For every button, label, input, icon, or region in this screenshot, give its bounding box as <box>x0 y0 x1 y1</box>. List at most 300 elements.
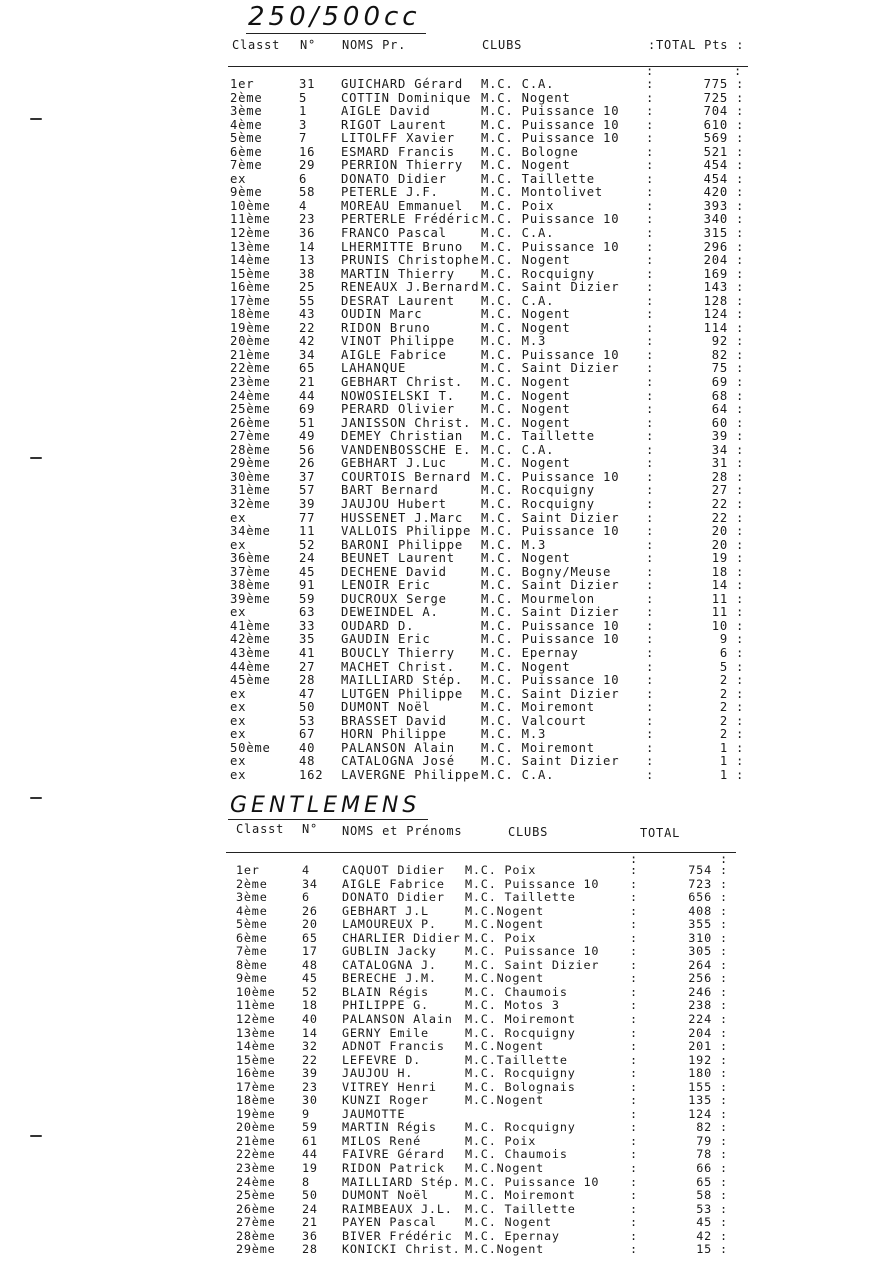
section2-blank-colon: : <box>630 852 638 866</box>
club-cell: M.C. Nogent <box>465 1215 552 1230</box>
bib-number-cell: 7 <box>299 131 308 146</box>
result-row <box>0 1067 896 1081</box>
result-row <box>0 1148 896 1162</box>
result-row <box>0 1203 896 1217</box>
club-cell: M.C. Moiremont <box>465 1188 576 1203</box>
result-row <box>0 1135 896 1149</box>
rider-name-cell: GERNY Emile <box>342 1025 429 1040</box>
rider-name-cell: JAUJOU H. <box>342 1066 414 1081</box>
column-separator: : <box>646 158 655 173</box>
result-row <box>0 742 896 756</box>
bib-number-cell: 58 <box>299 185 316 200</box>
column-separator: : <box>720 863 728 877</box>
points-cell: 82 <box>711 347 728 362</box>
bib-number-cell: 55 <box>299 293 316 308</box>
rider-name-cell: BARONI Philippe <box>341 537 464 552</box>
column-separator: : <box>736 226 745 241</box>
column-separator: : <box>736 415 745 430</box>
club-cell: M.C. Valcourt <box>481 713 587 728</box>
bib-number-cell: 45 <box>299 564 316 579</box>
club-cell: M.C. Taillette <box>465 1201 576 1216</box>
rider-name-cell: LAMOUREUX P. <box>342 917 437 932</box>
column-separator: : <box>646 510 655 525</box>
column-separator: : <box>646 280 655 295</box>
club-cell: M.C. Puissance 10 <box>481 104 620 119</box>
rider-name-cell: MAILLIARD Stép. <box>341 673 464 688</box>
club-cell: M.C. C.A. <box>481 77 555 91</box>
bib-number-cell: 56 <box>299 442 316 457</box>
result-row <box>0 1243 896 1257</box>
column-separator: : <box>736 469 745 484</box>
points-cell: 58 <box>696 1188 712 1203</box>
points-cell: 10 <box>711 618 728 633</box>
result-row <box>0 864 896 878</box>
result-row <box>0 186 896 200</box>
rider-name-cell: PALANSON Alain <box>341 740 455 755</box>
rider-name-cell: JAUMOTTE <box>342 1106 406 1121</box>
column-separator: : <box>646 402 655 417</box>
section2-header-total: TOTAL <box>640 826 681 840</box>
column-separator: : <box>720 1242 728 1257</box>
column-separator: : <box>736 456 745 471</box>
points-cell: 2 <box>719 673 728 688</box>
rider-name-cell: MARTIN Thierry <box>341 266 455 281</box>
result-row <box>0 715 896 729</box>
column-separator: : <box>736 632 745 647</box>
rider-name-cell: RAIMBEAUX J.L. <box>342 1201 453 1216</box>
rider-name-cell: DEWEINDEL A. <box>341 605 439 620</box>
column-separator: : <box>630 903 638 918</box>
bib-number-cell: 52 <box>299 537 316 552</box>
club-cell: M.C.Nogent <box>465 1161 545 1176</box>
bib-number-cell: 42 <box>299 334 316 349</box>
club-cell: M.C. Moiremont <box>481 740 595 755</box>
result-row <box>0 552 896 566</box>
rank-cell: 28ème <box>236 1228 276 1243</box>
column-separator: : <box>646 713 655 728</box>
column-separator: : <box>736 131 745 146</box>
club-cell: M.C. Nogent <box>481 307 571 322</box>
rider-name-cell: PERTERLE Frédéric <box>341 212 480 227</box>
rider-name-cell: MARTIN Régis <box>342 1120 437 1135</box>
club-cell: M.C. Puissance 10 <box>481 618 620 633</box>
bib-number-cell: 29 <box>299 158 316 173</box>
rider-name-cell: OUDIN Marc <box>341 307 423 322</box>
rank-cell: 36ème <box>230 551 271 566</box>
club-cell: M.C. Rocquigny <box>481 266 595 281</box>
club-cell: M.C. Taillette <box>465 890 576 905</box>
points-cell: 201 <box>688 1039 712 1054</box>
rider-name-cell: DONATO Didier <box>342 890 445 905</box>
club-cell: M.C. Poix <box>481 198 555 213</box>
points-cell: 2 <box>719 713 728 728</box>
points-cell: 704 <box>703 104 728 119</box>
column-separator: : <box>736 77 745 91</box>
column-separator: : <box>720 890 728 905</box>
club-cell: M.C.Nogent <box>465 1039 545 1054</box>
club-cell: M.C. Puissance 10 <box>481 632 620 647</box>
club-cell: M.C. Nogent <box>481 90 571 105</box>
club-cell: M.C. Nogent <box>481 456 571 471</box>
column-separator: : <box>630 1025 638 1040</box>
column-separator: : <box>646 632 655 647</box>
column-separator: : <box>646 578 655 593</box>
rider-name-cell: DUMONT Noël <box>342 1188 429 1203</box>
result-row <box>0 1094 896 1108</box>
points-cell: 19 <box>711 551 728 566</box>
rider-name-cell: CAQUOT Didier <box>342 863 445 877</box>
rider-name-cell: DEMEY Christian <box>341 429 464 444</box>
club-cell: M.C. Rocquigny <box>465 1025 576 1040</box>
bib-number-cell: 36 <box>302 1228 318 1243</box>
section2-header-rule <box>226 852 736 853</box>
bib-number-cell: 28 <box>302 1242 318 1257</box>
club-cell: M.C. Nogent <box>481 375 571 390</box>
column-separator: : <box>630 984 638 999</box>
rider-name-cell: GUICHARD Gérard <box>341 77 464 91</box>
column-separator: : <box>630 863 638 877</box>
points-cell: 192 <box>688 1052 712 1067</box>
column-separator: : <box>720 917 728 932</box>
section1-title-underline <box>246 33 426 34</box>
result-row <box>0 78 896 92</box>
column-separator: : <box>646 618 655 633</box>
rank-cell: 26ème <box>236 1201 276 1216</box>
result-row <box>0 1162 896 1176</box>
result-row <box>0 92 896 106</box>
bib-number-cell: 1 <box>299 104 308 119</box>
rank-cell: ex <box>230 537 247 552</box>
column-separator: : <box>646 253 655 268</box>
rider-name-cell: AIGLE Fabrice <box>342 876 445 891</box>
column-separator: : <box>736 510 745 525</box>
club-cell: M.C. M.3 <box>481 334 547 349</box>
club-cell: M.C. Saint Dizier <box>465 957 600 972</box>
section1-results-list <box>0 78 896 782</box>
section2-title: GENTLEMENS <box>230 793 421 818</box>
points-cell: 124 <box>688 1106 712 1121</box>
rider-name-cell: VALLOIS Philippe <box>341 524 472 539</box>
column-separator: : <box>630 998 638 1013</box>
club-cell: M.C. Epernay <box>465 1228 560 1243</box>
section1-blank-colon: : <box>734 64 742 78</box>
column-separator: : <box>720 984 728 999</box>
club-cell: M.C. Rocquigny <box>481 483 595 498</box>
rank-cell: 21ème <box>230 347 271 362</box>
rank-cell: 3ème <box>230 104 263 119</box>
bib-number-cell: 33 <box>299 618 316 633</box>
club-cell: M.C. C.A. <box>481 442 555 457</box>
column-separator: : <box>630 1039 638 1054</box>
bib-number-cell: 23 <box>302 1079 318 1094</box>
bib-number-cell: 6 <box>299 171 308 186</box>
rank-cell: 27ème <box>230 429 271 444</box>
rank-cell: 6ème <box>236 930 268 945</box>
column-separator: : <box>646 645 655 660</box>
rank-cell: 29ème <box>236 1242 276 1257</box>
rider-name-cell: OUDARD D. <box>341 618 415 633</box>
rider-name-cell: GUBLIN Jacky <box>342 944 437 959</box>
points-cell: 18 <box>711 564 728 579</box>
result-row <box>0 1216 896 1230</box>
points-cell: 5 <box>719 659 728 674</box>
column-separator: : <box>630 1133 638 1148</box>
column-separator: : <box>736 700 745 715</box>
column-separator: : <box>720 1093 728 1108</box>
result-row <box>0 1189 896 1203</box>
bib-number-cell: 67 <box>299 727 316 742</box>
bib-number-cell: 23 <box>299 212 316 227</box>
bib-number-cell: 28 <box>299 673 316 688</box>
points-cell: 60 <box>711 415 728 430</box>
bib-number-cell: 69 <box>299 402 316 417</box>
column-separator: : <box>646 361 655 376</box>
bib-number-cell: 50 <box>302 1188 318 1203</box>
club-cell: M.C. Motos 3 <box>465 998 560 1013</box>
section1-header-classt: Classt <box>232 38 281 52</box>
club-cell: M.C.Nogent <box>465 903 545 918</box>
points-cell: 143 <box>703 280 728 295</box>
points-cell: 723 <box>688 876 712 891</box>
club-cell: M.C. Puissance 10 <box>481 524 620 539</box>
column-separator: : <box>720 957 728 972</box>
column-separator: : <box>646 77 655 91</box>
column-separator: : <box>646 524 655 539</box>
column-separator: : <box>736 388 745 403</box>
column-separator: : <box>646 605 655 620</box>
bib-number-cell: 4 <box>299 198 308 213</box>
rank-cell: 14ème <box>230 253 271 268</box>
result-row <box>0 986 896 1000</box>
rank-cell: 9ème <box>236 971 268 986</box>
result-row <box>0 200 896 214</box>
result-row <box>0 1176 896 1190</box>
result-row <box>0 335 896 349</box>
column-separator: : <box>646 415 655 430</box>
column-separator: : <box>736 402 745 417</box>
result-row <box>0 241 896 255</box>
column-separator: : <box>646 144 655 159</box>
column-separator: : <box>736 713 745 728</box>
bib-number-cell: 162 <box>299 767 324 782</box>
bib-number-cell: 17 <box>302 944 318 959</box>
bib-number-cell: 4 <box>302 863 310 877</box>
bib-number-cell: 51 <box>299 415 316 430</box>
rank-cell: ex <box>230 754 247 769</box>
result-row <box>0 159 896 173</box>
rank-cell: 6ème <box>230 144 263 159</box>
rider-name-cell: MAILLIARD Stép. <box>342 1174 461 1189</box>
points-cell: 75 <box>711 361 728 376</box>
bib-number-cell: 18 <box>302 998 318 1013</box>
rider-name-cell: DESRAT Laurent <box>341 293 455 308</box>
points-cell: 1 <box>719 754 728 769</box>
club-cell: M.C. Nogent <box>481 659 571 674</box>
rank-cell: 7ème <box>230 158 263 173</box>
column-separator: : <box>736 185 745 200</box>
club-cell: M.C. M.3 <box>481 537 547 552</box>
column-separator: : <box>630 1188 638 1203</box>
rider-name-cell: PHILIPPE G. <box>342 998 429 1013</box>
punch-mark <box>30 797 42 799</box>
column-separator: : <box>720 944 728 959</box>
column-separator: : <box>630 1079 638 1094</box>
bib-number-cell: 36 <box>299 226 316 241</box>
club-cell: M.C. Saint Dizier <box>481 686 620 701</box>
rank-cell: 2ème <box>230 90 263 105</box>
bib-number-cell: 31 <box>299 77 316 91</box>
column-separator: : <box>736 767 745 782</box>
club-cell: M.C. Epernay <box>481 645 579 660</box>
result-row <box>0 362 896 376</box>
result-row <box>0 1040 896 1054</box>
result-row <box>0 390 896 404</box>
column-separator: : <box>720 971 728 986</box>
club-cell: M.C. Taillette <box>481 429 595 444</box>
result-row <box>0 484 896 498</box>
rider-name-cell: VITREY Henri <box>342 1079 437 1094</box>
points-cell: 610 <box>703 117 728 132</box>
column-separator: : <box>736 293 745 308</box>
bib-number-cell: 5 <box>299 90 308 105</box>
result-row <box>0 227 896 241</box>
rider-name-cell: PERRION Thierry <box>341 158 464 173</box>
column-separator: : <box>630 1242 638 1257</box>
column-separator: : <box>630 1120 638 1135</box>
rank-cell: ex <box>230 713 247 728</box>
rank-cell: ex <box>230 700 247 715</box>
rider-name-cell: JANISSON Christ. <box>341 415 472 430</box>
rider-name-cell: LAHANQUE <box>341 361 407 376</box>
column-separator: : <box>736 320 745 335</box>
rider-name-cell: PALANSON Alain <box>342 1012 453 1027</box>
result-row <box>0 417 896 431</box>
column-separator: : <box>736 564 745 579</box>
points-cell: 114 <box>703 320 728 335</box>
column-separator: : <box>736 375 745 390</box>
column-separator: : <box>736 618 745 633</box>
club-cell: M.C. Puissance 10 <box>465 1174 600 1189</box>
bib-number-cell: 24 <box>302 1201 318 1216</box>
result-row <box>0 471 896 485</box>
rider-name-cell: BIVER Frédéric <box>342 1228 453 1243</box>
club-cell: M.C. Saint Dizier <box>481 510 620 525</box>
column-separator: : <box>630 944 638 959</box>
points-cell: 521 <box>703 144 728 159</box>
bib-number-cell: 14 <box>299 239 316 254</box>
rank-cell: 5ème <box>230 131 263 146</box>
column-separator: : <box>646 293 655 308</box>
section1-blank-colon: : <box>646 64 654 78</box>
bib-number-cell: 13 <box>299 253 316 268</box>
column-separator: : <box>646 537 655 552</box>
rider-name-cell: AIGLE Fabrice <box>341 347 447 362</box>
rider-name-cell: RIGOT Laurent <box>341 117 447 132</box>
points-cell: 2 <box>719 686 728 701</box>
club-cell: M.C. Rocquigny <box>481 496 595 511</box>
rank-cell: 28ème <box>230 442 271 457</box>
column-separator: : <box>630 957 638 972</box>
section2-header-noms: NOMS et Prénoms <box>342 824 463 838</box>
club-cell: M.C. Puissance 10 <box>481 131 620 146</box>
club-cell: M.C. Puissance 10 <box>465 876 600 891</box>
rider-name-cell: DECHENE David <box>341 564 447 579</box>
rider-name-cell: VANDENBOSSCHE E. <box>341 442 472 457</box>
points-cell: 246 <box>688 984 712 999</box>
rider-name-cell: KONICKI Christ. <box>342 1242 461 1257</box>
column-separator: : <box>736 171 745 186</box>
column-separator: : <box>630 1161 638 1176</box>
column-separator: : <box>720 1228 728 1243</box>
rank-cell: 15ème <box>230 266 271 281</box>
points-cell: 64 <box>711 402 728 417</box>
rider-name-cell: GEBHART Christ. <box>341 375 464 390</box>
rider-name-cell: CATALOGNA J. <box>342 957 437 972</box>
points-cell: 775 <box>703 77 728 91</box>
rank-cell: ex <box>230 767 247 782</box>
result-row <box>0 322 896 336</box>
result-row <box>0 308 896 322</box>
result-row <box>0 132 896 146</box>
club-cell: M.C. Poix <box>465 863 537 877</box>
column-separator: : <box>646 469 655 484</box>
club-cell: M.C. Rocquigny <box>465 1066 576 1081</box>
rank-cell: 22ème <box>236 1147 276 1162</box>
rank-cell: 21ème <box>236 1133 276 1148</box>
bib-number-cell: 3 <box>299 117 308 132</box>
rank-cell: ex <box>230 605 247 620</box>
column-separator: : <box>736 740 745 755</box>
column-separator: : <box>720 1147 728 1162</box>
club-cell: M.C. Poix <box>465 930 537 945</box>
points-cell: 393 <box>703 198 728 213</box>
rider-name-cell: ESMARD Francis <box>341 144 455 159</box>
points-cell: 310 <box>688 930 712 945</box>
column-separator: : <box>646 90 655 105</box>
section2-header-classt: Classt <box>236 822 285 836</box>
column-separator: : <box>736 673 745 688</box>
column-separator: : <box>646 239 655 254</box>
rider-name-cell: GEBHART J.L <box>342 903 429 918</box>
column-separator: : <box>720 876 728 891</box>
column-separator: : <box>630 917 638 932</box>
column-separator: : <box>630 1215 638 1230</box>
rider-name-cell: LAVERGNE Philippe <box>341 767 480 782</box>
column-separator: : <box>720 1120 728 1135</box>
bib-number-cell: 53 <box>299 713 316 728</box>
rank-cell: 32ème <box>230 496 271 511</box>
club-cell: M.C.Nogent <box>465 917 545 932</box>
section1-header-noms: NOMS Pr. <box>342 38 407 52</box>
rank-cell: 26ème <box>230 415 271 430</box>
rank-cell: 13ème <box>230 239 271 254</box>
column-separator: : <box>646 564 655 579</box>
result-row <box>0 1027 896 1041</box>
bib-number-cell: 77 <box>299 510 316 525</box>
points-cell: 155 <box>688 1079 712 1094</box>
rider-name-cell: BART Bernard <box>341 483 439 498</box>
column-separator: : <box>646 740 655 755</box>
rider-name-cell: GEBHART J.Luc <box>341 456 447 471</box>
column-separator: : <box>736 266 745 281</box>
bib-number-cell: 27 <box>299 659 316 674</box>
club-cell: M.C. Nogent <box>481 320 571 335</box>
rank-cell: 42ème <box>230 632 271 647</box>
result-row <box>0 566 896 580</box>
rank-cell: 50ème <box>230 740 271 755</box>
points-cell: 420 <box>703 185 728 200</box>
column-separator: : <box>736 429 745 444</box>
